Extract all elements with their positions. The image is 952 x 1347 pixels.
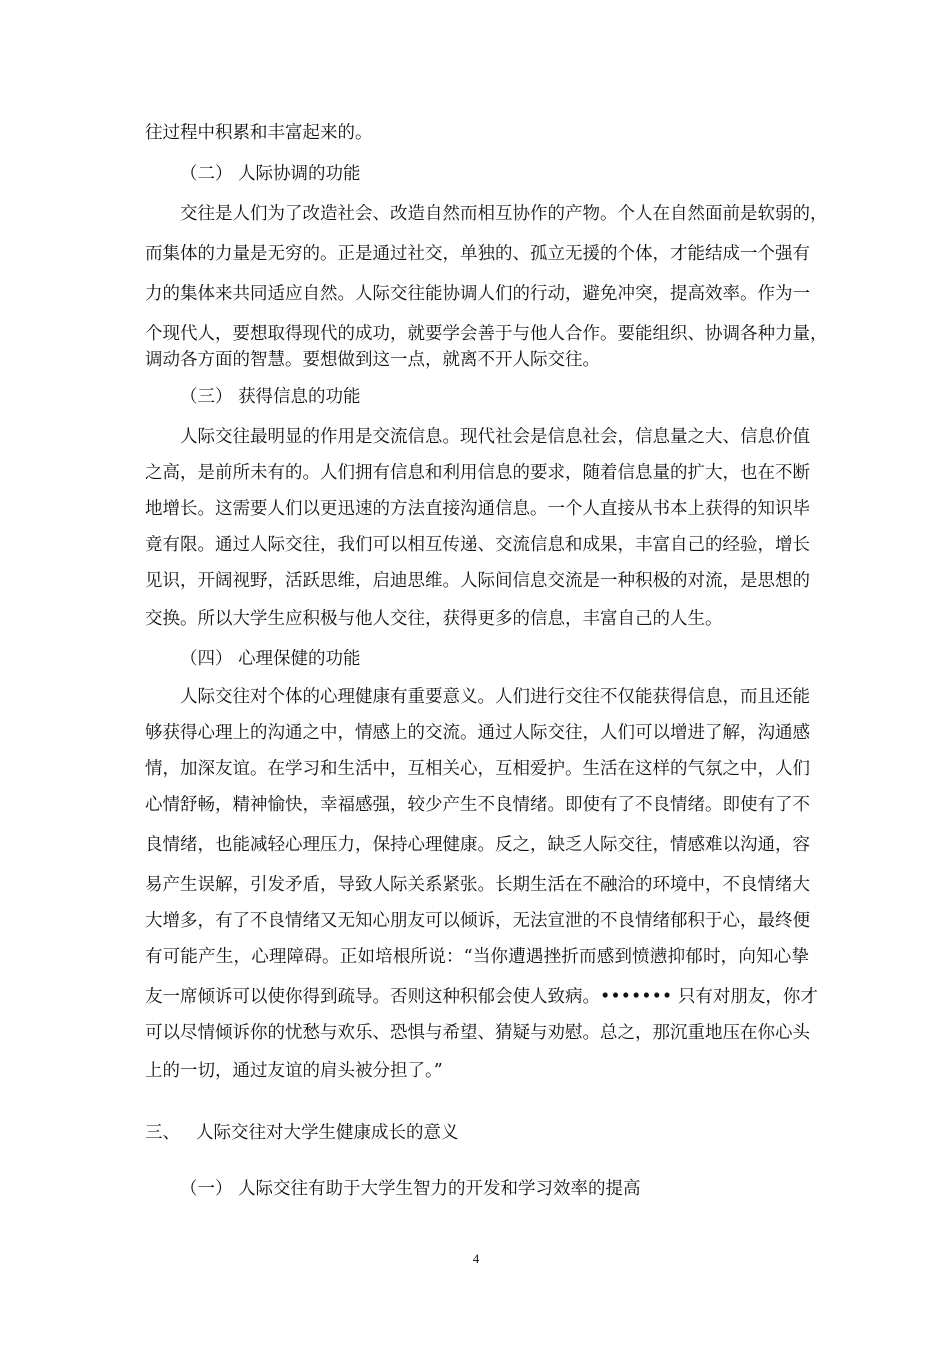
paragraph-line: 力的集体来共同适应自然。人际交往能协调人们的行动，避免冲突，提高效率。作为一: [145, 284, 810, 304]
paragraph-line: 人际交往对个体的心理健康有重要意义。人们进行交往不仅能获得信息，而且还能: [180, 687, 810, 707]
paragraph-line: 可以尽情倾诉你的忧愁与欢乐、恐惧与希望、猜疑与劝慰。总之，那沉重地压在你心头: [145, 1023, 810, 1043]
paragraph-line: 人际交往最明显的作用是交流信息。现代社会是信息社会，信息量之大、信息价值: [180, 427, 810, 447]
chapter-title: 人际交往对大学生健康成长的意义: [196, 1123, 459, 1143]
paragraph-line: 之高，是前所未有的。人们拥有信息和利用信息的要求，随着信息量的扩大，也在不断: [145, 463, 810, 483]
paragraph-line: 竟有限。通过人际交往，我们可以相互传递、交流信息和成果，丰富自己的经验，增长: [145, 535, 810, 555]
paragraph-line: 交往是人们为了改造社会、改造自然而相互协作的产物。个人在自然面前是软弱的，: [180, 204, 828, 224]
paragraph-line: 而集体的力量是无穷的。正是通过社交，单独的、孤立无援的个体，才能结成一个强有: [145, 244, 810, 264]
paragraph-line: 良情绪，也能减轻心理压力，保持心理健康。反之，缺乏人际交往，情感难以沟通，容: [145, 835, 810, 855]
section-heading-2: （二） 人际协调的功能: [180, 164, 361, 184]
paragraph-line: 友一席倾诉可以使你得到疏导。否则这种积郁会使人致病。••••••• 只有对朋友，你才: [145, 987, 818, 1007]
paragraph-line: 往过程中积累和丰富起来的。: [145, 123, 373, 143]
paragraph-line: 情，加深友谊。在学习和生活中，互相关心，互相爱护。生活在这样的气氛之中，人们: [145, 759, 810, 779]
paragraph-line: 地增长。这需要人们以更迅速的方法直接沟通信息。一个人直接从书本上获得的知识毕: [145, 499, 810, 519]
paragraph-line: 个现代人，要想取得现代的成功，就要学会善于与他人合作。要能组织、协调各种力量，: [145, 324, 828, 344]
paragraph-line: 上的一切，通过友谊的肩头被分担了。”: [145, 1061, 443, 1081]
chapter-number: 三、: [145, 1123, 180, 1143]
paragraph-line: 有可能产生，心理障碍。正如培根所说：“当你遭遇挫折而感到愤懑抑郁时，向知心挚: [145, 947, 809, 967]
paragraph-line: 大增多，有了不良情绪又无知心朋友可以倾诉，无法宣泄的不良情绪郁积于心，最终便: [145, 911, 810, 931]
paragraph-line: 够获得心理上的沟通之中，情感上的交流。通过人际交往，人们可以增进了解，沟通感: [145, 723, 810, 743]
subsection-heading: （一） 人际交往有助于大学生智力的开发和学习效率的提高: [180, 1179, 641, 1199]
paragraph-line: 易产生误解，引发矛盾，导致人际关系紧张。长期生活在不融洽的环境中，不良情绪大: [145, 875, 810, 895]
page-number: 4: [472, 1251, 480, 1266]
paragraph-line: 调动各方面的智慧。要想做到这一点，就离不开人际交往。: [145, 350, 600, 370]
section-heading-3: （三） 获得信息的功能: [180, 387, 361, 407]
paragraph-line: 见识，开阔视野，活跃思维，启迪思维。人际间信息交流是一种积极的对流，是思想的: [145, 571, 810, 591]
paragraph-line: 交换。所以大学生应积极与他人交往，获得更多的信息，丰富自己的人生。: [145, 609, 723, 629]
section-heading-4: （四） 心理保健的功能: [180, 649, 361, 669]
paragraph-line: 心情舒畅，精神愉快，幸福感强，较少产生不良情绪。即使有了不良情绪。即使有了不: [145, 795, 810, 815]
